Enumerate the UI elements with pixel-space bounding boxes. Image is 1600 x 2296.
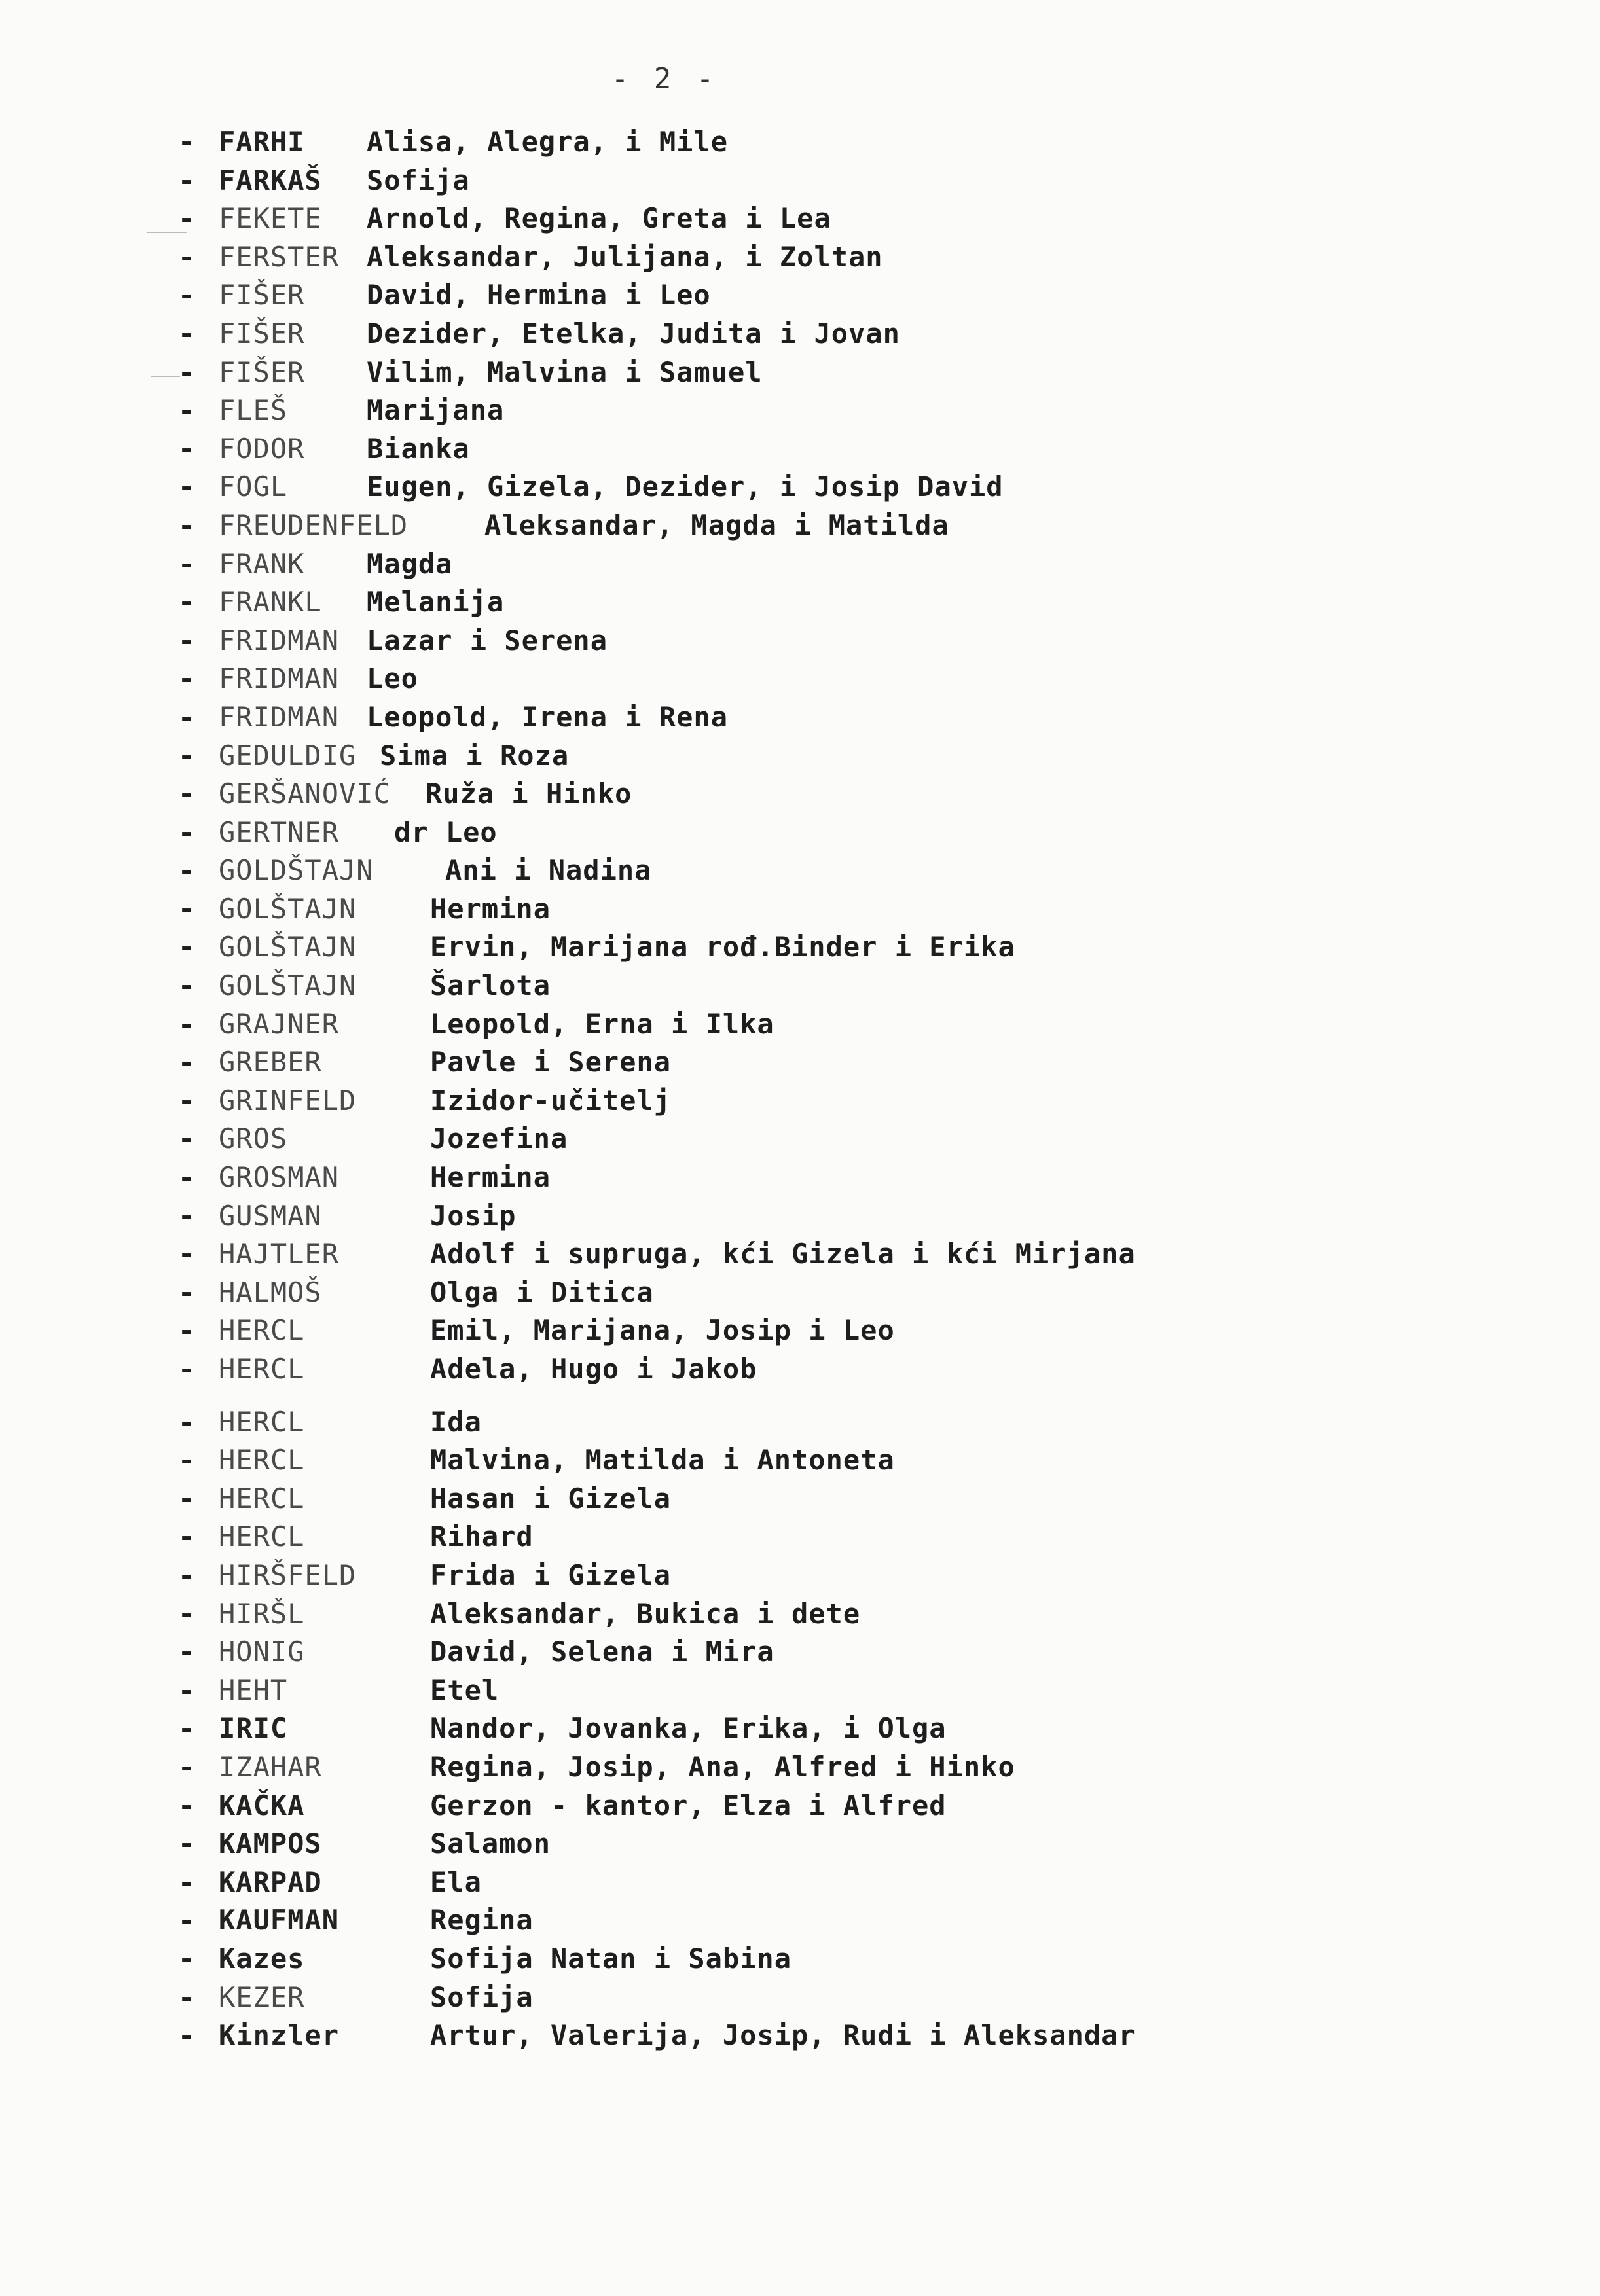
surname: HERCL bbox=[219, 1482, 305, 1515]
given-names: Etel bbox=[430, 1674, 500, 1706]
given-names: Aleksandar, Magda i Matilda bbox=[484, 509, 949, 541]
surname: Kazes bbox=[219, 1942, 305, 1975]
given-names: Leopold, Irena i Rena bbox=[367, 700, 729, 733]
list-item bbox=[172, 391, 1481, 430]
given-names: Melanija bbox=[367, 586, 505, 619]
list-item bbox=[172, 1787, 1481, 1825]
surname: FARHI bbox=[219, 126, 305, 158]
surname: FERSTER bbox=[219, 240, 340, 273]
dash: - bbox=[178, 1827, 195, 1860]
dash: - bbox=[178, 126, 195, 158]
surname: KARPAD bbox=[219, 1865, 322, 1898]
list-item bbox=[172, 1197, 1481, 1236]
surname: GEDULDIG bbox=[219, 739, 357, 772]
dash: - bbox=[178, 317, 195, 350]
list-item bbox=[172, 1082, 1481, 1121]
given-names: Vilim, Malvina i Samuel bbox=[367, 355, 763, 388]
list-item bbox=[172, 583, 1481, 622]
dash: - bbox=[178, 1199, 195, 1232]
given-names: Hermina bbox=[430, 892, 551, 925]
dash: - bbox=[178, 662, 195, 695]
list-item bbox=[172, 775, 1481, 814]
list-item bbox=[172, 737, 1481, 776]
dash: - bbox=[178, 164, 195, 196]
surname: FRIDMAN bbox=[219, 624, 340, 656]
dash: - bbox=[178, 1314, 195, 1347]
dash: - bbox=[178, 279, 195, 312]
surname: GERŠANOVIĆ bbox=[219, 778, 391, 810]
list-item bbox=[172, 430, 1481, 469]
dash: - bbox=[178, 700, 195, 733]
list-item bbox=[172, 1748, 1481, 1787]
list-item bbox=[172, 1940, 1481, 1979]
dash: - bbox=[178, 1712, 195, 1745]
surname: HERCL bbox=[219, 1314, 305, 1347]
surname: HIRŠFELD bbox=[219, 1558, 357, 1591]
list-item bbox=[172, 1863, 1481, 1902]
list-item bbox=[172, 1441, 1481, 1480]
dash: - bbox=[178, 1636, 195, 1668]
given-names: Aleksandar, Julijana, i Zoltan bbox=[367, 240, 883, 273]
dash: - bbox=[178, 509, 195, 541]
dash: - bbox=[178, 471, 195, 503]
list-item bbox=[172, 238, 1481, 277]
surname: FEKETE bbox=[219, 202, 322, 235]
surname: GUSMAN bbox=[219, 1199, 322, 1232]
given-names: Malvina, Matilda i Antoneta bbox=[430, 1444, 895, 1477]
list-item bbox=[172, 1235, 1481, 1274]
surname: FRIDMAN bbox=[219, 700, 340, 733]
dash: - bbox=[178, 1444, 195, 1477]
given-names: Regina, Josip, Ana, Alfred i Hinko bbox=[430, 1750, 1015, 1783]
list-item bbox=[172, 622, 1481, 660]
dash: - bbox=[178, 1122, 195, 1155]
surname: GOLŠTAJN bbox=[219, 931, 357, 963]
dash: - bbox=[178, 586, 195, 619]
list-item bbox=[172, 852, 1481, 890]
given-names: Alisa, Alegra, i Mile bbox=[367, 126, 729, 158]
dash: - bbox=[178, 739, 195, 772]
surname: GOLDŠTAJN bbox=[219, 854, 374, 887]
dash: - bbox=[178, 1750, 195, 1783]
dash: - bbox=[178, 432, 195, 465]
surname: FOGL bbox=[219, 471, 288, 503]
surname: Kinzler bbox=[219, 2019, 340, 2052]
surname: HERCL bbox=[219, 1353, 305, 1385]
dash: - bbox=[178, 931, 195, 963]
list-item bbox=[172, 276, 1481, 315]
list-item bbox=[172, 1901, 1481, 1940]
dash: - bbox=[178, 2019, 195, 2052]
list-item bbox=[172, 1480, 1481, 1518]
given-names: David, Hermina i Leo bbox=[367, 279, 711, 312]
list-item bbox=[172, 315, 1481, 353]
list-item bbox=[172, 698, 1481, 737]
list-item bbox=[172, 1825, 1481, 1863]
surname: KAČKA bbox=[219, 1789, 305, 1821]
dash: - bbox=[178, 816, 195, 848]
given-names: Sofija Natan i Sabina bbox=[430, 1942, 792, 1975]
dash: - bbox=[178, 1904, 195, 1937]
list-item bbox=[172, 1274, 1481, 1312]
surname: HAJTLER bbox=[219, 1238, 340, 1270]
given-names: Regina bbox=[430, 1904, 534, 1937]
dash: - bbox=[178, 1520, 195, 1553]
dash: - bbox=[178, 1046, 195, 1079]
list-item bbox=[172, 2017, 1481, 2055]
given-names: Sofija bbox=[430, 1981, 534, 2013]
surname: FRIDMAN bbox=[219, 662, 340, 695]
given-names: Adolf i supruga, kći Gizela i kći Mirjana bbox=[430, 1238, 1136, 1270]
list-item bbox=[172, 967, 1481, 1005]
given-names: Šarlota bbox=[430, 969, 551, 1002]
given-names: Magda bbox=[367, 547, 453, 580]
dash: - bbox=[178, 394, 195, 427]
given-names: Ela bbox=[430, 1865, 482, 1898]
given-names: Emil, Marijana, Josip i Leo bbox=[430, 1314, 895, 1347]
given-names: Olga i Ditica bbox=[430, 1276, 654, 1308]
surname: IZAHAR bbox=[219, 1750, 322, 1783]
list-item bbox=[172, 1979, 1481, 2017]
dash: - bbox=[178, 1084, 195, 1117]
list-item bbox=[172, 1672, 1481, 1710]
dash: - bbox=[178, 778, 195, 810]
surname: HEHT bbox=[219, 1674, 288, 1706]
dash: - bbox=[178, 1981, 195, 2013]
list-item bbox=[172, 200, 1481, 238]
list-item bbox=[172, 162, 1481, 200]
surname: FARKAŠ bbox=[219, 164, 322, 196]
given-names: Sima i Roza bbox=[380, 739, 570, 772]
given-names: Bianka bbox=[367, 432, 470, 465]
list-item bbox=[172, 890, 1481, 929]
dash: - bbox=[178, 1597, 195, 1630]
dash: - bbox=[178, 1007, 195, 1040]
surname: HALMOŠ bbox=[219, 1276, 322, 1308]
surname: GROS bbox=[219, 1122, 288, 1155]
given-names: Ervin, Marijana rođ.Binder i Erika bbox=[430, 931, 1015, 963]
surname: KEZER bbox=[219, 1981, 305, 2013]
given-names: Pavle i Serena bbox=[430, 1046, 672, 1079]
surname: GERTNER bbox=[219, 816, 340, 848]
given-names: Hermina bbox=[430, 1161, 551, 1194]
list-item bbox=[172, 1005, 1481, 1044]
list-item bbox=[172, 928, 1481, 967]
list-item bbox=[172, 1312, 1481, 1350]
dash: - bbox=[178, 1353, 195, 1385]
page-number: - 2 - bbox=[611, 62, 718, 96]
surname: FREUDENFELD bbox=[219, 509, 409, 541]
dash: - bbox=[178, 624, 195, 656]
given-names: Arnold, Regina, Greta i Lea bbox=[367, 202, 831, 235]
given-names: Dezider, Etelka, Judita i Jovan bbox=[367, 317, 900, 350]
given-names: Josip bbox=[430, 1199, 517, 1232]
dash: - bbox=[178, 547, 195, 580]
given-names: Gerzon - kantor, Elza i Alfred bbox=[430, 1789, 947, 1821]
dash: - bbox=[178, 240, 195, 273]
list-item bbox=[172, 1710, 1481, 1748]
surname: GRINFELD bbox=[219, 1084, 357, 1117]
surname: HONIG bbox=[219, 1636, 305, 1668]
list-item bbox=[172, 1518, 1481, 1556]
given-names: Ani i Nadina bbox=[445, 854, 652, 887]
dash: - bbox=[178, 892, 195, 925]
surname: GOLŠTAJN bbox=[219, 892, 357, 925]
dash: - bbox=[178, 969, 195, 1002]
surname: HERCL bbox=[219, 1405, 305, 1438]
list-item bbox=[172, 1043, 1481, 1082]
given-names: Artur, Valerija, Josip, Rudi i Aleksandar bbox=[430, 2019, 1136, 2052]
surname: HERCL bbox=[219, 1520, 305, 1553]
given-names: Hasan i Gizela bbox=[430, 1482, 672, 1515]
dash: - bbox=[178, 1789, 195, 1821]
list-item bbox=[172, 660, 1481, 698]
surname: IRIC bbox=[219, 1712, 288, 1745]
given-names: Leopold, Erna i Ilka bbox=[430, 1007, 774, 1040]
surname: KAMPOS bbox=[219, 1827, 322, 1860]
surname: HIRŠL bbox=[219, 1597, 305, 1630]
given-names: Nandor, Jovanka, Erika, i Olga bbox=[430, 1712, 947, 1745]
list-item bbox=[172, 1556, 1481, 1595]
surname: FLEŠ bbox=[219, 394, 288, 427]
dash: - bbox=[178, 1674, 195, 1706]
list-item bbox=[172, 507, 1481, 545]
given-names: Adela, Hugo i Jakob bbox=[430, 1353, 757, 1385]
given-names: Ruža i Hinko bbox=[426, 778, 632, 810]
list-item bbox=[172, 1595, 1481, 1634]
list-item bbox=[172, 468, 1481, 507]
list-item bbox=[172, 1120, 1481, 1158]
dash: - bbox=[178, 1405, 195, 1438]
dash: - bbox=[178, 1238, 195, 1270]
list-item bbox=[172, 545, 1481, 584]
dash: - bbox=[178, 1482, 195, 1515]
list-item bbox=[172, 1158, 1481, 1197]
given-names: Frida i Gizela bbox=[430, 1558, 672, 1591]
list-item bbox=[172, 1403, 1481, 1442]
surname: FIŠER bbox=[219, 317, 305, 350]
list-item bbox=[172, 1633, 1481, 1672]
surname: FIŠER bbox=[219, 279, 305, 312]
given-names: David, Selena i Mira bbox=[430, 1636, 774, 1668]
surname: GRAJNER bbox=[219, 1007, 340, 1040]
surname: HERCL bbox=[219, 1444, 305, 1477]
dash: - bbox=[178, 1865, 195, 1898]
surname: GREBER bbox=[219, 1046, 322, 1079]
dash: - bbox=[178, 1161, 195, 1194]
given-names: Marijana bbox=[367, 394, 505, 427]
given-names: Jozefina bbox=[430, 1122, 568, 1155]
dash: - bbox=[178, 854, 195, 887]
list-item bbox=[172, 1350, 1481, 1389]
given-names: Ida bbox=[430, 1405, 482, 1438]
name-list bbox=[172, 123, 1481, 2055]
dash: - bbox=[178, 1558, 195, 1591]
surname: GROSMAN bbox=[219, 1161, 340, 1194]
list-item bbox=[172, 814, 1481, 852]
surname: FRANKL bbox=[219, 586, 322, 619]
dash: - bbox=[178, 202, 195, 235]
given-names: Izidor-učitelj bbox=[430, 1084, 672, 1117]
surname: FRANK bbox=[219, 547, 305, 580]
surname: KAUFMAN bbox=[219, 1904, 340, 1937]
dash: - bbox=[178, 355, 195, 388]
surname: FODOR bbox=[219, 432, 305, 465]
dash: - bbox=[178, 1276, 195, 1308]
given-names: Sofija bbox=[367, 164, 470, 196]
surname: GOLŠTAJN bbox=[219, 969, 357, 1002]
list-item bbox=[172, 123, 1481, 162]
given-names: dr Leo bbox=[394, 816, 498, 848]
given-names: Eugen, Gizela, Dezider, i Josip David bbox=[367, 471, 1004, 503]
given-names: Lazar i Serena bbox=[367, 624, 608, 656]
list-item bbox=[172, 353, 1481, 392]
given-names: Leo bbox=[367, 662, 418, 695]
surname: FIŠER bbox=[219, 355, 305, 388]
given-names: Aleksandar, Bukica i dete bbox=[430, 1597, 861, 1630]
given-names: Rihard bbox=[430, 1520, 534, 1553]
dash: - bbox=[178, 1942, 195, 1975]
given-names: Salamon bbox=[430, 1827, 551, 1860]
